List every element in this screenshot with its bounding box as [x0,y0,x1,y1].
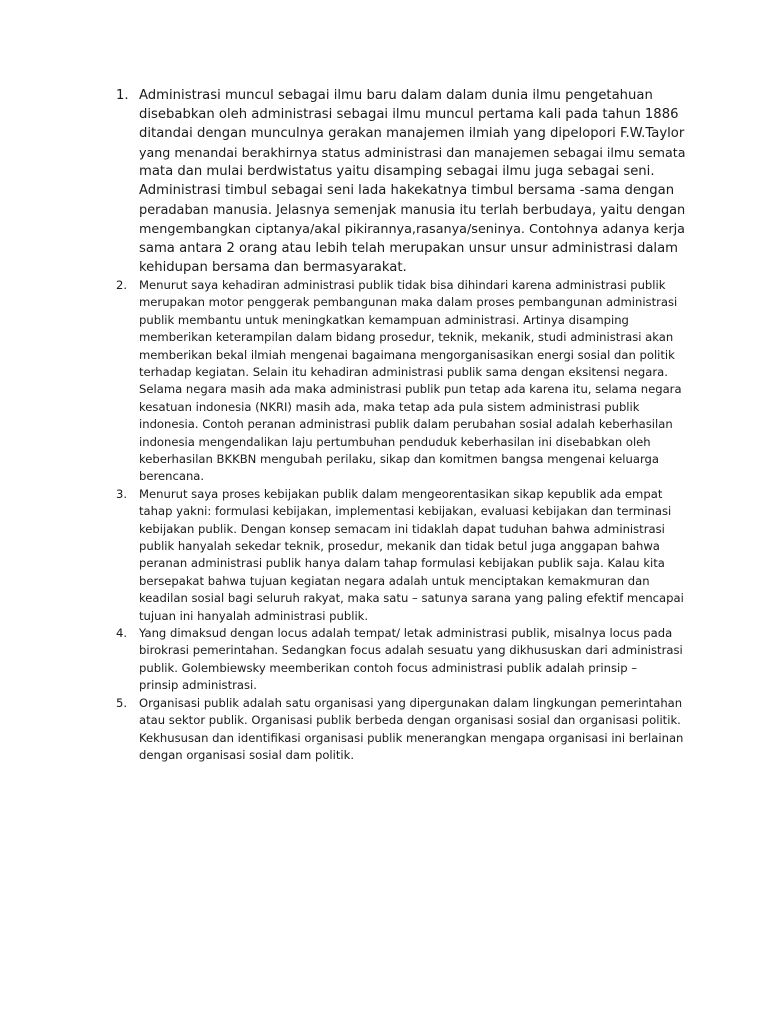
text-line: disebabkan oleh administrasi sebagai ilmu muncul pertama kali pada tahun 1886 [139,107,679,123]
text-line: Administrasi timbul sebagai seni lada hakekatnya timbul bersama -sama dengan [139,183,675,199]
text-line: tujuan ini hanyalah administrasi publik. [139,608,369,623]
text-line: Menurut saya kehadiran administrasi publik tidak bisa dihindari karena administrasi publik [139,277,666,292]
text-line: indonesia mengendalikan laju pertumbuhan penduduk keberhasilan ini disebabkan oleh [139,434,651,449]
list-item-1 [110,86,685,277]
list-item-2 [110,277,685,486]
text-line: publik membantu untuk meningkatkan kemampuan administrasi. Artinya disamping [139,312,629,327]
text-line: mengembangkan ciptanya/akal pikirannya,rasanya/seninya. Contohnya adanya kerja [139,221,685,237]
text-line: memberikan bekal ilmiah mengenai bagaimana mengorganisasikan energi sosial dan politik [139,347,675,362]
text-line: memberikan keterampilan dalam bidang prosedur, teknik, mekanik, studi administrasi akan [139,330,674,345]
list-item-4 [110,625,685,695]
text-line: Kekhususan dan identifikasi organisasi publik menerangkan mengapa organisasi ini berlainan [139,730,684,745]
text-line: keberhasilan BKKBN mengubah perilaku, sikap dan komitmen bangsa mengenai keluarga [139,452,659,466]
text-line: birokrasi pemerintahan. Sedangkan focus adalah sesuatu yang dikhususkan dari administrasi [139,643,683,658]
list-number: 5. [116,695,128,710]
text-line: Menurut saya proses kebijakan publik dalam mengeorentasikan sikap kepublik ada empat [139,486,663,501]
text-line: yang menandai berakhirnya status administrasi dan manajemen sebagai ilmu semata [139,145,686,161]
text-line: publik. Golembiewsky meemberikan contoh focus administrasi publik adalah prinsip – [139,660,638,675]
list-item-3 [110,486,685,625]
list-number: 1. [116,88,129,103]
text-line: kebijakan publik. Dengan konsep semacam ini tidaklah dapat tuduhan bahwa administrasi [139,521,665,536]
text-line: ditandai dengan munculnya gerakan manajemen ilmiah yang dipelopori F.W.Taylor [139,126,685,142]
text-line: Selama negara masih ada maka administrasi publik pun tetap ada karena itu, selama negara [139,382,682,397]
text-line: Organisasi publik adalah satu organisasi yang dipergunakan dalam lingkungan pemerintahan [139,695,683,710]
text-line: kesatuan indonesia (NKRI) masih ada, maka tetap ada pula sistem administrasi publik [139,399,640,414]
text-line: kehidupan bersama dan bermasyarakat. [139,259,407,275]
list-number: 3. [116,486,128,501]
text-line: mata dan mulai berdwistatus yaitu disamping sebagai ilmu juga sebagai seni. [139,164,655,180]
list-number: 4. [116,626,128,641]
text-line: dengan organisasi sosial dam politik. [139,747,355,762]
text-line: terhadap kegiatan. Selain itu kehadiran administrasi publik sama dengan eksitensi negara. [139,364,668,379]
text-line: tahap yakni: formulasi kebijakan, implementasi kebijakan, evaluasi kebijakan dan terminasi [139,504,672,519]
text-line: berencana. [139,469,205,484]
text-line: prinsip administrasi. [139,678,257,693]
text-line: peradaban manusia. Jelasnya semenjak manusia itu terlah berbudaya, yaitu dengan [139,202,686,218]
text-line: atau sektor publik. Organisasi publik berbeda dengan organisasi sosial dan organisasi politik. [139,713,681,728]
text-line: indonesia. Contoh peranan administrasi publik dalam perubahan sosial adalah keberhasilan [139,417,673,432]
text-line: publik hanyalah sekedar teknik, prosedur, mekanik dan tidak betul juga anggapan bahwa [139,539,660,554]
text-line: bersepakat bahwa tujuan kegiatan negara adalah untuk menciptakan kemakmuran dan [139,573,650,588]
text-line: sama antara 2 orang atau lebih telah merupakan unsur unsur administrasi dalam [139,240,679,256]
numbered-list [110,86,685,764]
text-line: merupakan motor penggerak pembangunan maka dalam proses pembangunan administrasi [139,295,678,310]
list-item-5 [110,695,685,765]
list-number: 2. [116,277,128,292]
text-line: Yang dimaksud dengan locus adalah tempat/ letak administrasi publik, misalnya locus pada [139,626,673,641]
text-line: peranan administrasi publik hanya dalam tahap formulasi kebijakan publik saja. Kalau kita [139,556,665,571]
text-line: Administrasi muncul sebagai ilmu baru dalam dalam dunia ilmu pengetahuan [139,88,653,103]
text-line: keadilan sosial bagi seluruh rakyat, maka satu – satunya sarana yang paling efektif mencapai [139,591,684,606]
